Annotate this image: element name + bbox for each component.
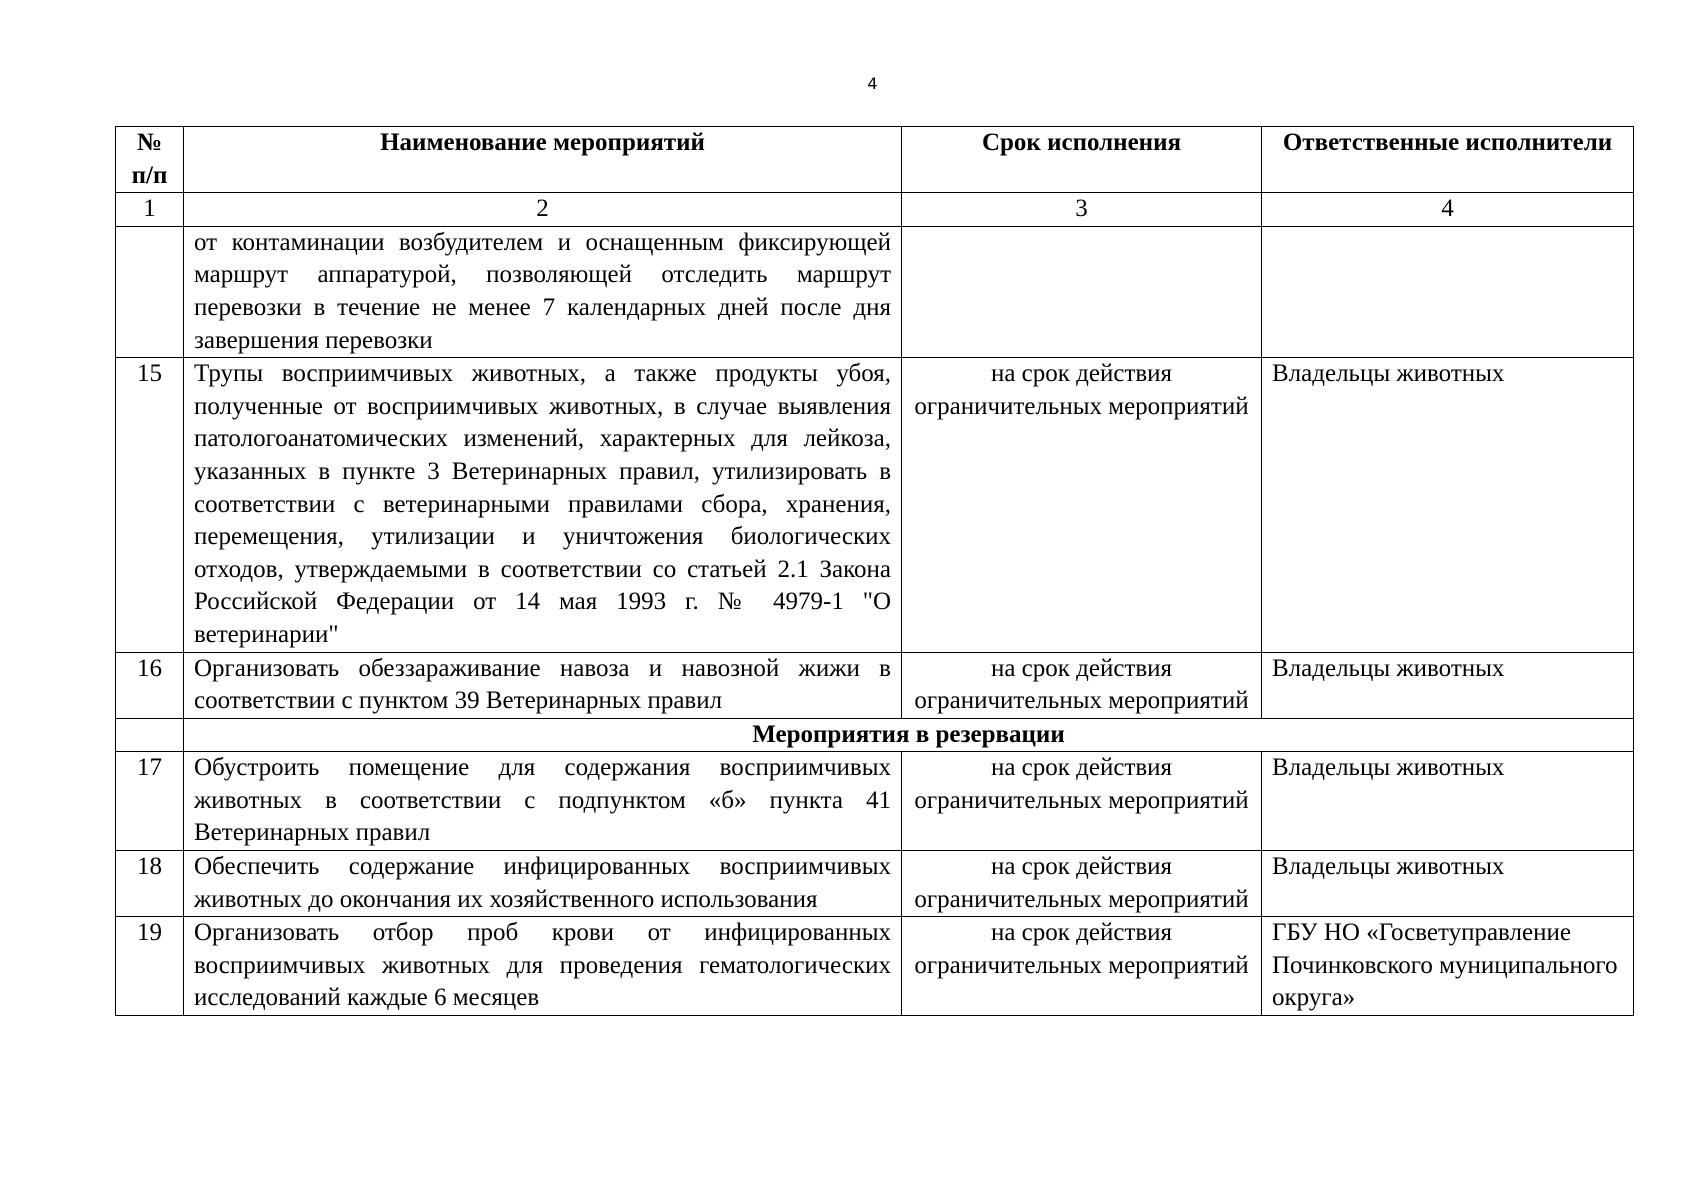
- deadline-cell: на срок действия ограничительных мероприятий: [902, 752, 1262, 851]
- row-number: 17: [116, 752, 184, 851]
- table-row: [116, 358, 1634, 652]
- column-number: 1: [116, 193, 184, 227]
- deadline-cell: на срок действия ограничительных мероприятий: [902, 917, 1262, 1016]
- column-number-row: [116, 193, 1634, 227]
- row-number: 18: [116, 851, 184, 917]
- section-number-cell: [116, 718, 184, 752]
- row-number: 16: [116, 652, 184, 718]
- deadline-cell: на срок действия ограничительных мероприятий: [902, 652, 1262, 718]
- row-number: [116, 226, 184, 357]
- header-deadline: Срок исполнения: [902, 127, 1262, 193]
- column-number: 4: [1262, 193, 1634, 227]
- section-title: Мероприятия в резервации: [184, 718, 1634, 752]
- table-row: [116, 851, 1634, 917]
- row-number: 15: [116, 358, 184, 652]
- measure-text: Трупы восприимчивых животных, а также продукты убоя, полученные от восприимчивых животных, в случае выявления патологоанатомических изменений, характерных для лейкоза, указанных в пункте 3 Ветеринарных правил, утилизировать в соответствии с ветеринарными правилами сбора, хранения, перемещения, утилизации и уничтожения биологических отходов, утверждаемыми в соответствии со статьей 2.1 Закона Российской Федерации от 14 мая 1993 г. № 4979-1 "О ветеринарии": [184, 358, 902, 652]
- header-number: № п/п: [116, 127, 184, 193]
- deadline-cell: [902, 226, 1262, 357]
- responsible-cell: ГБУ НО «Госветуправление Починковского муниципального округа»: [1262, 917, 1634, 1016]
- measure-text: Обустроить помещение для содержания восприимчивых животных в соответствии с подпунктом «б» пункта 41 Ветеринарных правил: [184, 752, 902, 851]
- measure-text: Обеспечить содержание инфицированных восприимчивых животных до окончания их хозяйственного использования: [184, 851, 902, 917]
- header-responsible: Ответственные исполнители: [1262, 127, 1634, 193]
- responsible-cell: [1262, 226, 1634, 357]
- responsible-cell: Владельцы животных: [1262, 652, 1634, 718]
- measure-text: Организовать обеззараживание навоза и навозной жижи в соответствии с пунктом 39 Ветеринарных правил: [184, 652, 902, 718]
- section-row: [116, 718, 1634, 752]
- responsible-cell: Владельцы животных: [1262, 851, 1634, 917]
- measure-text: от контаминации возбудителем и оснащенным фиксирующей маршрут аппаратурой, позволяющей отследить маршрут перевозки в течение не менее 7 календарных дней после дня завершения перевозки: [184, 226, 902, 357]
- row-number: 19: [116, 917, 184, 1016]
- table-header-row: [116, 127, 1634, 193]
- table-row: [116, 226, 1634, 357]
- deadline-cell: на срок действия ограничительных мероприятий: [902, 851, 1262, 917]
- page-number: 4: [867, 74, 878, 93]
- measure-text: Организовать отбор проб крови от инфицированных восприимчивых животных для проведения гематологических исследований каждые 6 месяцев: [184, 917, 902, 1016]
- table-row: [116, 752, 1634, 851]
- table-row: [116, 652, 1634, 718]
- header-name: Наименование мероприятий: [184, 127, 902, 193]
- table-row: [116, 917, 1634, 1016]
- responsible-cell: Владельцы животных: [1262, 358, 1634, 652]
- deadline-cell: на срок действия ограничительных мероприятий: [902, 358, 1262, 652]
- responsible-cell: Владельцы животных: [1262, 752, 1634, 851]
- column-number: 2: [184, 193, 902, 227]
- measures-table: [115, 126, 1634, 1016]
- column-number: 3: [902, 193, 1262, 227]
